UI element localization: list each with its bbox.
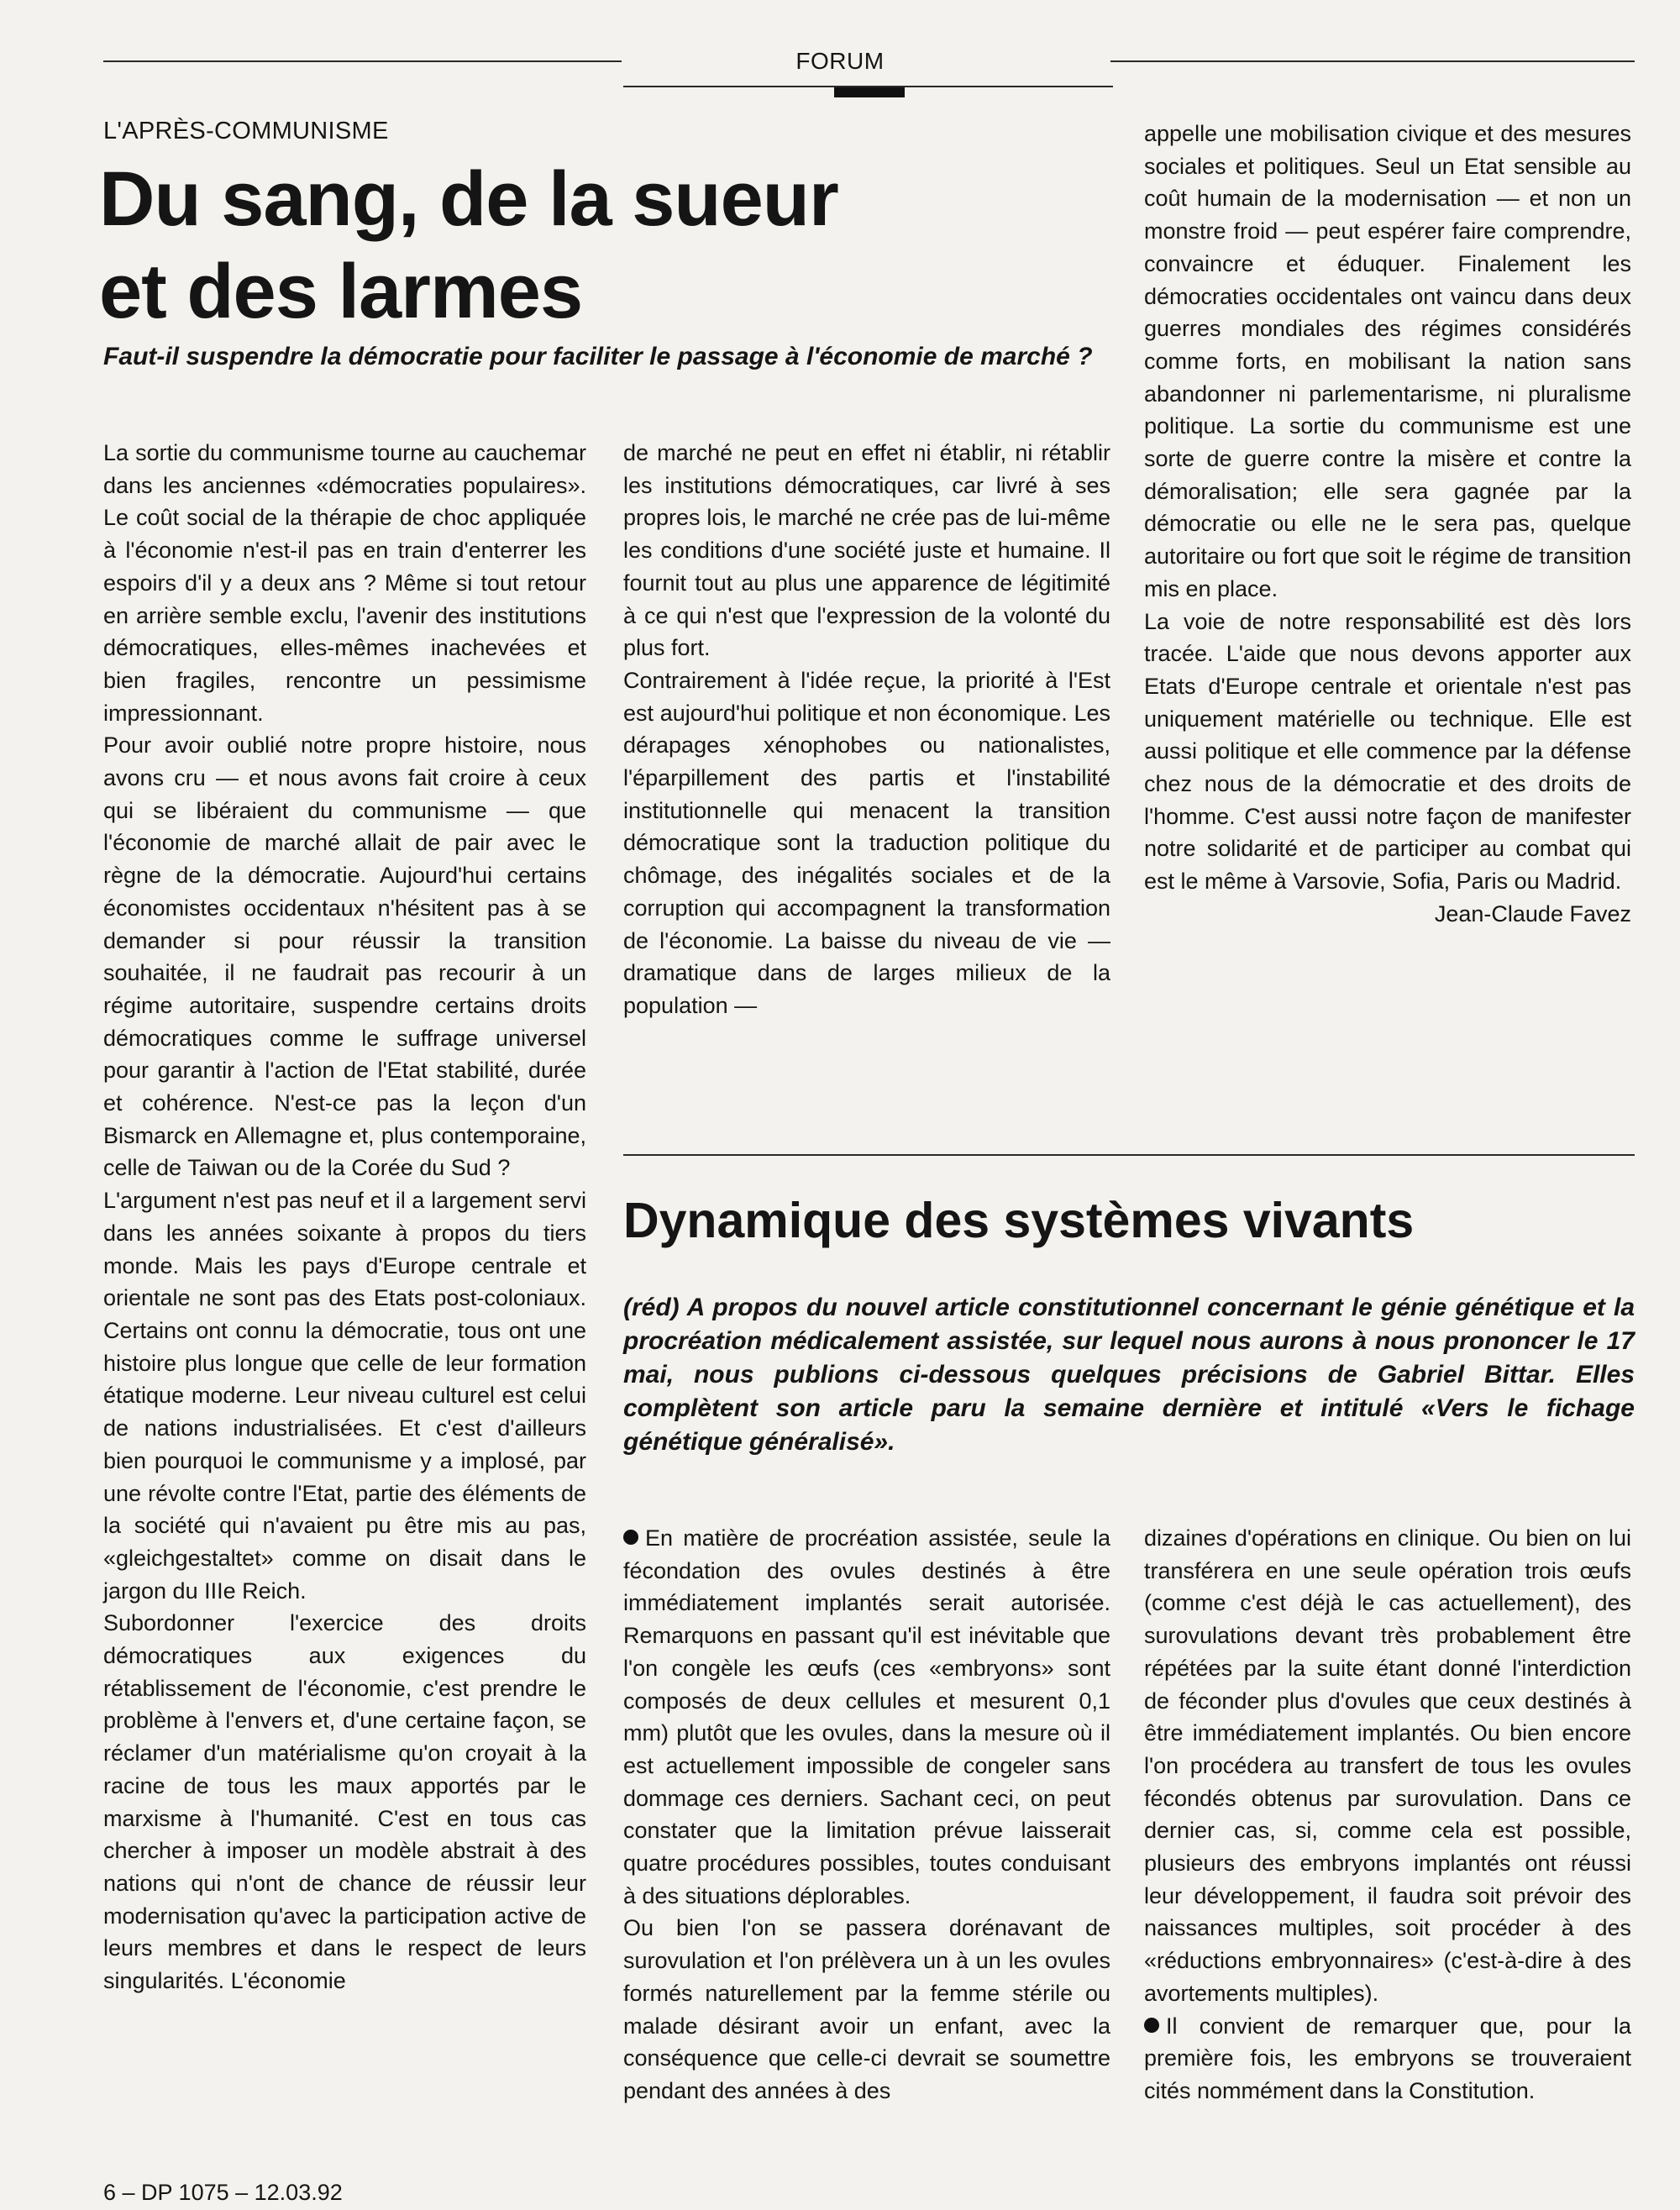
article-divider-rule — [623, 1154, 1635, 1156]
bullet-icon — [1144, 2018, 1159, 2033]
paragraph: de marché ne peut en effet ni établir, ni rétablir les institutions démocratiques, car livré à ses propres lois, le marché ne crée pas de lui-même les conditions d'une société juste et humaine. Il fournit tout au plus une apparence de légitimité à ce qui n'est que l'expression de la volonté du plus fort. — [623, 440, 1110, 661]
paragraph — [1144, 2010, 1631, 2108]
paragraph — [623, 1522, 1110, 1912]
article2-headline: Dynamique des systèmes vivants — [623, 1193, 1415, 1248]
paragraph: L'argument n'est pas neuf et il a largement servi dans les années soixante à propos du tiers monde. Mais les pays d'Europe centrale et orientale ne sont pas des Etats post-coloniaux. Certains ont connu la démocratie, tous ont une histoire plus longue que celle de leur formation étatique moderne. Leur niveau culturel est celui de nations industrialisées. Et c'est d'ailleurs bien pourquoi le communisme y a implosé, par une révolte contre l'Etat, partie des éléments de la société qui n'avaient pu être mis au pas, «gleichgestaltet» comme on disait dans le jargon du IIIe Reich. — [103, 1188, 586, 1604]
bullet-icon — [623, 1530, 638, 1545]
author-signature: Jean-Claude Favez — [1434, 900, 1631, 927]
article2-intro: (réd) A propos du nouvel article constitutionnel concernant le génie génétique et la procréation médicalement assistée, sur lequel nous aurons à nous prononcer le 17 mai, nous publions ci-dessous quelques précisions de Gabriel Bittar. Elles complètent son article paru la semaine dernière et intitulé «Vers le fichage génétique généralisé». — [623, 1294, 1635, 1456]
paragraph: appelle une mobilisation civique et des mesures sociales et politiques. Seul un Etat sensible au coût humain de la modernisation — et non un monstre froid — peut espérer faire comprendre, convaincre et éduquer. Finalement les démocraties occidentales ont vaincu dans deux guerres mondiales des régimes considérés comme forts, en mobilisant la nation sans abandonner ni parlementarisme, ni pluralisme politique. La sortie du communisme est une sorte de guerre contre la misère et contre la démoralisation; elle sera gagnée par la démocratie ou elle ne le sera pas, quelque autoritaire ou fort que soit le régime de transition mis en place. — [1144, 121, 1631, 601]
page-footer: 6 – DP 1075 – 12.03.92 — [103, 2180, 343, 2205]
paragraph: dizaines d'opérations en clinique. Ou bien on lui transférera en une seule opération trois œufs (comme c'est déjà le cas actuellement), des surovulations devant très probablement être répétées par la suite étant donné l'interdiction de féconder plus d'ovules que ceux destinés à être immédiatement implantés. Ou bien encore l'on procédera au transfert de tous les ovules fécondés obtenus par surovulation. Dans ce dernier cas, si, comme cela est possible, plusieurs des embryons implantés ont réussi leur développement, il faudra soit prévoir des naissances multiples, soit procéder à des «réductions embryonnaires» (c'est-à-dire à des avortements multiples). — [1144, 1525, 1631, 2006]
article2-column-1 — [623, 1522, 1110, 2108]
article1-dek: Faut-il suspendre la démocratie pour faciliter le passage à l'économie de marché ? — [103, 343, 1093, 370]
article1-column-1 — [103, 437, 586, 1997]
headline-line-1: Du sang, de la sueur — [99, 156, 838, 242]
paragraph: Subordonner l'exercice des droits démocratiques aux exigences du rétablissement de l'économie, c'est prendre le problème à l'envers et, d'une certaine façon, se réclamer d'un matérialisme qu'on croyait à la racine de tous les maux apportés par le marxisme à l'humanité. C'est en tous cas chercher à imposer un modèle abstrait à des nations qui n'ont de chance de réussir leur modernisation qu'avec la participation active de leurs membres et dans le respect de leurs singularités. L'économie — [103, 1610, 586, 1994]
top-rule-right — [1110, 60, 1635, 62]
article1-kicker: L'APRÈS-COMMUNISME — [103, 118, 389, 144]
paragraph-text: Il convient de remarquer que, pour la première fois, les embryons se trouveraient cités nommément dans la Constitution. — [1144, 2013, 1631, 2103]
paragraph: Pour avoir oublié notre propre histoire, nous avons cru — et nous avons fait croire à ceux qui se libéraient du communisme — que l'économie de marché allait de pair avec le règne de la démocratie. Aujourd'hui certains économistes occidentaux n'hésitent pas à se demander si pour réussir la transition souhaitée, il ne faudrait pas recourir à un régime autoritaire, suspendre certains droits démocratiques comme le suffrage universel pour garantir à l'action de l'Etat stabilité, durée et cohérence. N'est-ce pas la leçon d'un Bismarck en Allemagne et, plus contemporaine, celle de Taiwan ou de la Corée du Sud ? — [103, 732, 586, 1181]
article1-headline — [99, 153, 855, 338]
article2-column-2 — [1144, 1522, 1631, 2108]
headline-line-2: et des larmes — [99, 249, 583, 334]
paragraph: La voie de notre responsabilité est dès lors tracée. L'aide que nous devons apporter aux Etats d'Europe centrale et orientale n'est pas uniquement matérielle ou technique. Elle est aussi politique et elle commence par la défense chez nous de la démocratie et des droits de l'homme. C'est aussi notre façon de manifester notre solidarité et de participer au combat qui est le même à Varsovie, Sofia, Paris ou Madrid. — [1144, 608, 1631, 895]
paragraph-text: En matière de procréation assistée, seule la fécondation des ovules destinés à être immédiatement implantés serait autorisée. Remarquons en passant qu'il est inévitable que l'on congèle les œufs (ces «embryons» sont composés de deux cellules et mesurent 0,1 mm) plutôt que les ovules, dans la mesure où il est actuellement impossible de congeler sans dommage ces derniers. Sachant ceci, on peut constater que la limitation prévue laisserait quatre procédures possibles, toutes conduisant à des situations déplorables. — [623, 1525, 1110, 1908]
top-rule-left — [103, 60, 622, 62]
paragraph: Contrairement à l'idée reçue, la priorité à l'Est est aujourd'hui politique et non économique. Les dérapages xénophobes ou nationalistes, l'éparpillement des partis et l'instabilité institutionnelle qui menacent la transition démocratique sont la traduction politique du chômage, des inégalités sociales et de la corruption qui accompagnent la transformation de l'économie. La baisse du niveau de vie — dramatique dans de larges milieux de la population — — [623, 667, 1110, 1018]
section-marker-bar — [834, 87, 905, 97]
article1-column-3 — [1144, 118, 1631, 931]
article1-column-2 — [623, 437, 1110, 1022]
section-label: FORUM — [795, 48, 885, 74]
paragraph: Ou bien l'on se passera dorénavant de surovulation et l'on prélèvera un à un les ovules formés naturellement par la femme stérile ou malade désirant avoir un enfant, avec la conséquence que celle-ci devrait se soumettre pendant des années à des — [623, 1915, 1110, 2103]
paragraph: La sortie du communisme tourne au cauchemar dans les anciennes «démocraties populaires». Le coût social de la thérapie de choc appliquée à l'économie n'est-il pas en train d'enterrer les espoirs d'il y a deux ans ? Même si tout retour en arrière semble exclu, l'avenir des institutions démocratiques, elles-mêmes inachevées et bien fragiles, rencontre un pessimisme impressionnant. — [103, 440, 586, 726]
